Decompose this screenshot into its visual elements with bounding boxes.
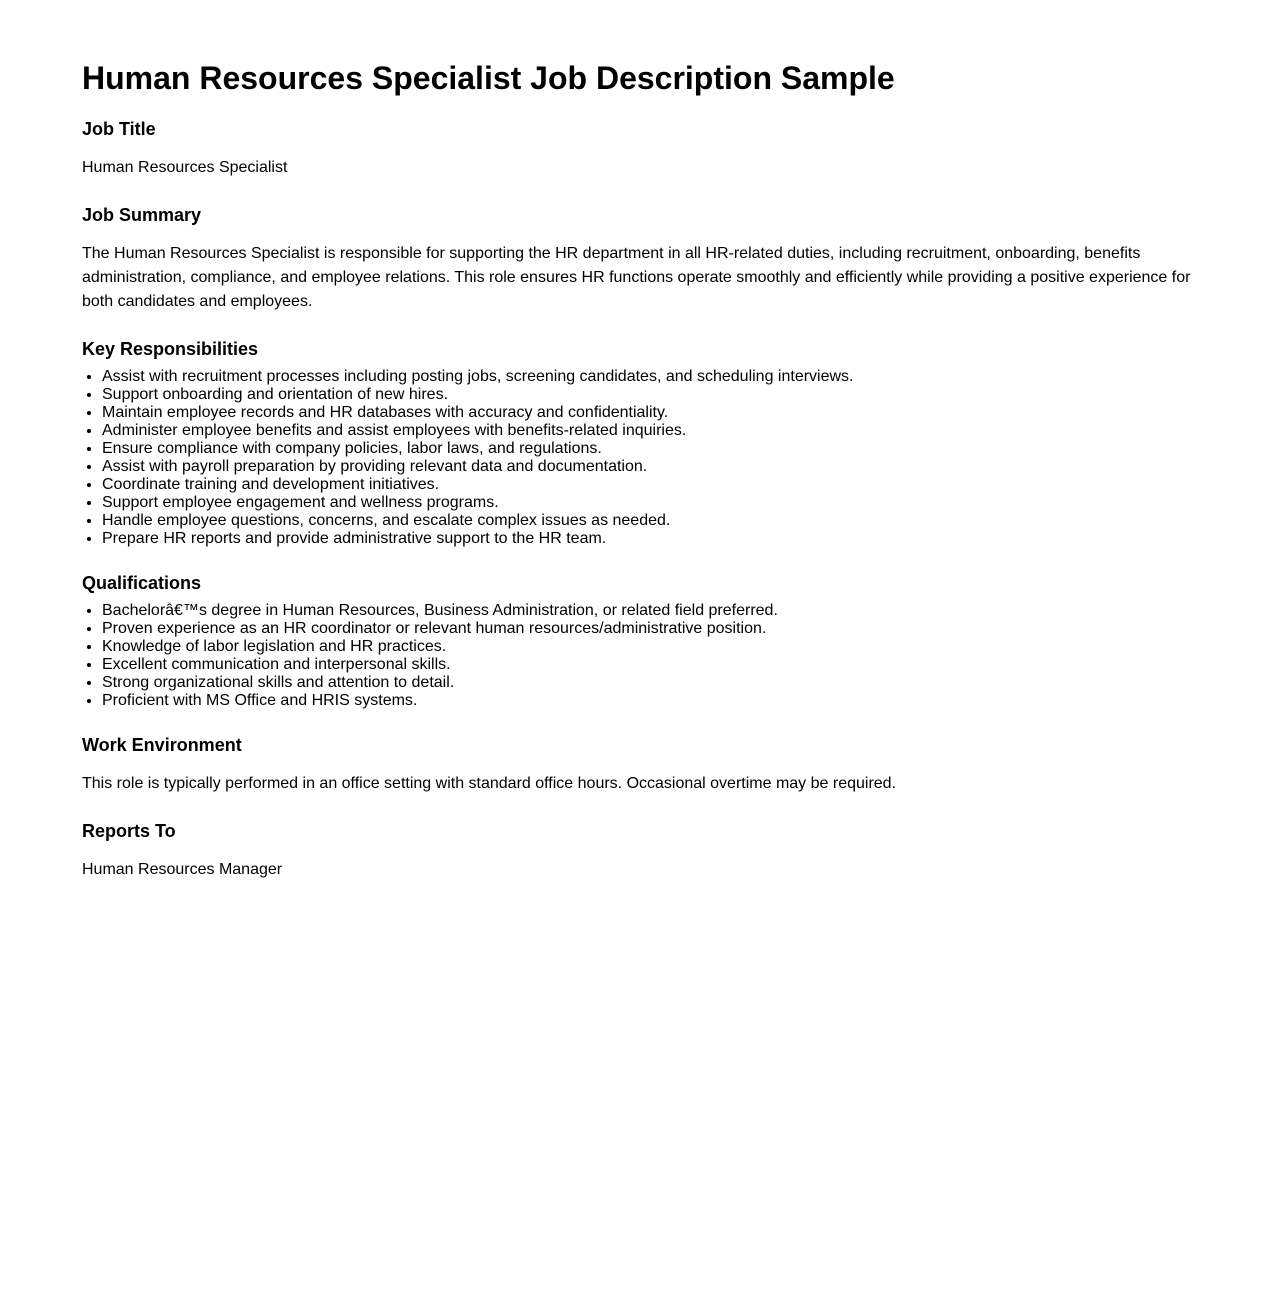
- job-summary-heading: Job Summary: [82, 205, 202, 225]
- responsibility-item: • Prepare HR reports and provide administrative support to the HR team.: [102, 530, 1196, 548]
- responsibility-item: • Support employee engagement and wellness programs.: [102, 494, 1196, 512]
- responsibility-item: • Support onboarding and orientation of new hires.: [102, 386, 1196, 404]
- qualification-item: • Excellent communication and interpersonal skills.: [102, 656, 1196, 674]
- responsibility-item: • Handle employee questions, concerns, and escalate complex issues as needed.: [102, 512, 1196, 530]
- responsibilities-list: [82, 368, 1196, 548]
- work-environment-heading: Work Environment: [82, 735, 242, 755]
- page-title: Human Resources Specialist Job Description Sample: [82, 60, 895, 96]
- responsibility-item: • Maintain employee records and HR databases with accuracy and confidentiality.: [102, 404, 1196, 422]
- job-summary-text: The Human Resources Specialist is responsible for supporting the HR department in all HR-related duties, including recruitment, onboarding, benefits administration, compliance, and employee relations. This role ensures HR functions operate smoothly and efficiently while providing a positive experience for both candidates and employees.: [82, 245, 1191, 310]
- qualification-item: • Knowledge of labor legislation and HR practices.: [102, 638, 1196, 656]
- qualification-item: • Proficient with MS Office and HRIS systems.: [102, 692, 1196, 710]
- job-title-text: Human Resources Specialist: [82, 159, 288, 176]
- qualification-item: • Strong organizational skills and attention to detail.: [102, 674, 1196, 692]
- reports-to-text: Human Resources Manager: [82, 861, 283, 878]
- responsibility-item: • Assist with recruitment processes including posting jobs, screening candidates, and scheduling interviews.: [102, 368, 1196, 386]
- responsibility-item: • Ensure compliance with company policies, labor laws, and regulations.: [102, 440, 1196, 458]
- work-environment-text: This role is typically performed in an office setting with standard office hours. Occasional overtime may be required.: [82, 775, 897, 792]
- qualification-item: • Proven experience as an HR coordinator or relevant human resources/administrative position.: [102, 620, 1196, 638]
- responsibility-item: • Coordinate training and development initiatives.: [102, 476, 1196, 494]
- qualifications-list: [82, 602, 1196, 710]
- qualifications-heading: Qualifications: [82, 573, 202, 593]
- reports-to-heading: Reports To: [82, 821, 176, 841]
- responsibilities-heading: Key Responsibilities: [82, 339, 259, 359]
- responsibility-item: • Assist with payroll preparation by providing relevant data and documentation.: [102, 458, 1196, 476]
- job-title-heading: Job Title: [82, 119, 156, 139]
- responsibility-item: • Administer employee benefits and assist employees with benefits-related inquiries.: [102, 422, 1196, 440]
- qualification-item: • Bachelorâ€™s degree in Human Resources, Business Administration, or related field preferred.: [102, 602, 1196, 620]
